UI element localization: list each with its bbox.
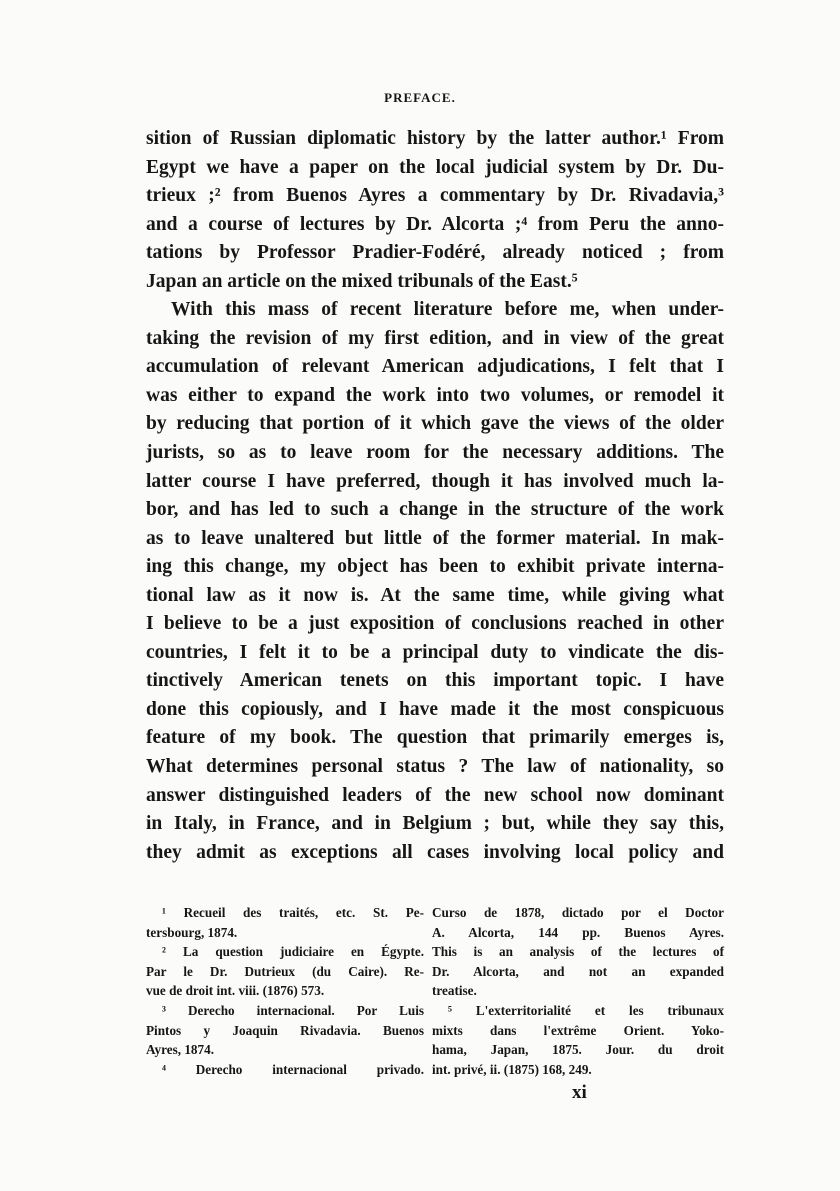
body-line: by reducing that portion of it which gave the views of the older bbox=[146, 413, 724, 435]
footnote-line: hama, Japan, 1875. Jour. du droit bbox=[432, 1042, 724, 1058]
footnote-line: ³ Derecho internacional. Por Luis bbox=[162, 1002, 424, 1018]
body-line: and a course of lectures by Dr. Alcorta ;⁴ from Peru the anno- bbox=[146, 213, 724, 235]
body-line: trieux ;² from Buenos Ayres a commentary by Dr. Rivadavia,³ bbox=[146, 185, 724, 207]
body-line: bor, and has led to such a change in the structure of the work bbox=[146, 499, 724, 521]
footnote-line: ¹ Recueil des traités, etc. St. Pe- bbox=[162, 905, 424, 920]
footnote-line: vue de droit int. viii. (1876) 573. bbox=[146, 983, 325, 999]
footnotes-right-column bbox=[432, 903, 724, 1079]
footnote-line: treatise. bbox=[432, 983, 477, 999]
footnote-line: ⁴ Derecho internacional privado. bbox=[162, 1061, 424, 1077]
footnote-line: Dr. Alcorta, and not an expanded bbox=[432, 963, 724, 979]
body-line: accumulation of relevant American adjudications, I felt that I bbox=[146, 356, 724, 378]
footnote-line: Par le Dr. Dutrieux (du Caire). Re- bbox=[146, 963, 424, 979]
body-line: was either to expand the work into two volumes, or remodel it bbox=[146, 384, 724, 406]
body-line: I believe to be a just exposition of conclusions reached in other bbox=[146, 613, 724, 635]
footnote-line: mixts dans l'extrême Orient. Yoko- bbox=[432, 1022, 724, 1038]
body-line: Egypt we have a paper on the local judicial system by Dr. Du- bbox=[146, 156, 724, 178]
body-line: they admit as exceptions all cases involving local policy and bbox=[146, 841, 724, 863]
footnote-line: int. privé, ii. (1875) 168, 249. bbox=[432, 1061, 592, 1077]
footnotes-left-column bbox=[146, 903, 424, 1079]
body-line: feature of my book. The question that primarily emerges is, bbox=[146, 727, 724, 749]
body-text bbox=[146, 125, 724, 867]
footnote-line: Ayres, 1874. bbox=[146, 1042, 215, 1058]
body-line: in Italy, in France, and in Belgium ; but, while they say this, bbox=[146, 813, 724, 835]
body-line: jurists, so as to leave room for the necessary additions. The bbox=[146, 442, 724, 464]
body-line: countries, I felt it to be a principal duty to vindicate the dis- bbox=[146, 641, 724, 663]
body-line: answer distinguished leaders of the new school now dominant bbox=[146, 784, 724, 806]
body-line: tinctively American tenets on this important topic. I have bbox=[146, 670, 724, 692]
body-line: sition of Russian diplomatic history by the latter author.¹ From bbox=[146, 128, 724, 149]
body-line: taking the revision of my first edition, and in view of the great bbox=[146, 327, 724, 349]
footnote-line: A. Alcorta, 144 pp. Buenos Ayres. bbox=[432, 924, 724, 940]
body-line: latter course I have preferred, though it has involved much la- bbox=[146, 470, 724, 492]
body-line: tional law as it now is. At the same time, while giving what bbox=[146, 584, 724, 606]
body-line: tations by Professor Pradier-Fodéré, already noticed ; from bbox=[146, 242, 724, 264]
footnote-line: tersbourg, 1874. bbox=[146, 924, 238, 940]
footnote-line: ⁵ L'exterritorialité et les tribunaux bbox=[448, 1002, 724, 1018]
body-line: Japan an article on the mixed tribunals of the East.⁵ bbox=[146, 270, 578, 292]
page-number: xi bbox=[572, 1082, 587, 1103]
footnote-line: Pintos y Joaquin Rivadavia. Buenos bbox=[146, 1022, 424, 1038]
body-line: as to leave unaltered but little of the former material. In mak- bbox=[146, 527, 724, 549]
body-line: What determines personal status ? The law of nationality, so bbox=[146, 756, 724, 778]
body-line: With this mass of recent literature before me, when under- bbox=[171, 299, 724, 321]
running-title: PREFACE. bbox=[384, 90, 456, 105]
body-line: done this copiously, and I have made it the most conspicuous bbox=[146, 698, 724, 720]
footnote-line: Curso de 1878, dictado por el Doctor bbox=[432, 905, 724, 920]
body-line: ing this change, my object has been to exhibit private interna- bbox=[146, 556, 724, 578]
footnote-line: This is an analysis of the lectures of bbox=[432, 944, 724, 960]
footnote-line: ² La question judiciaire en Égypte. bbox=[162, 944, 424, 960]
